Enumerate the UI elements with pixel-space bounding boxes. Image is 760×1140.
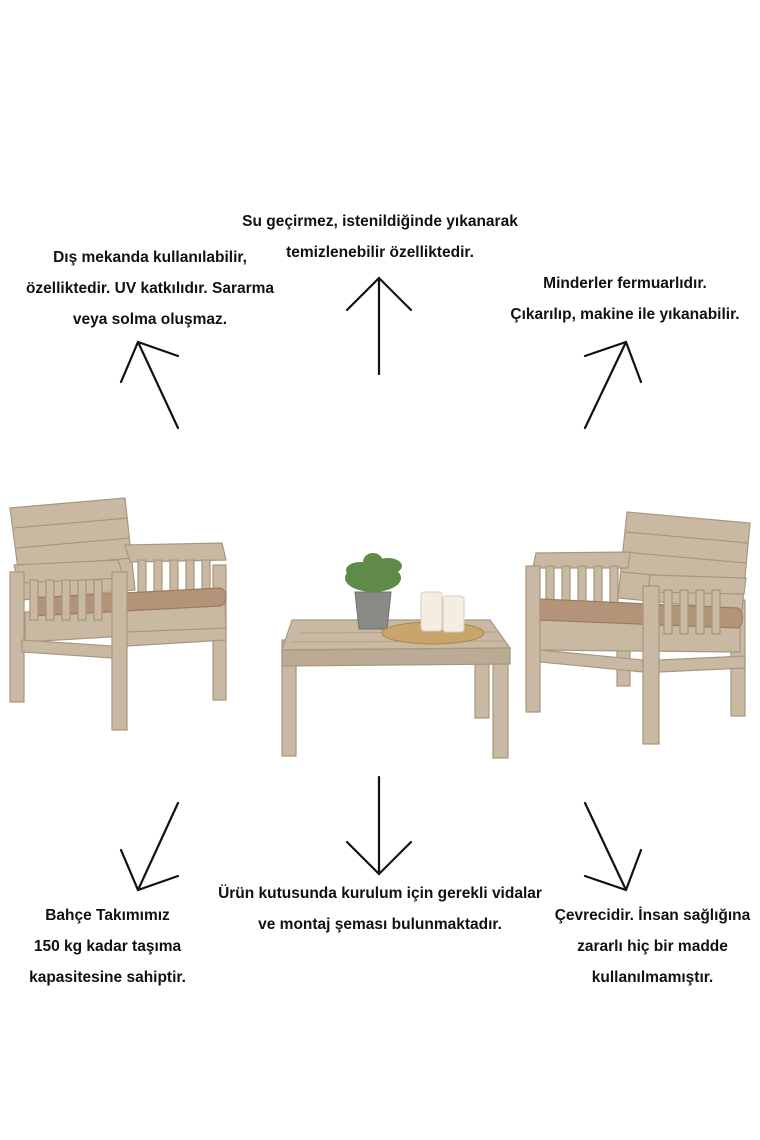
- left-armchair: [10, 498, 226, 730]
- plant-pot: [345, 553, 402, 629]
- caption-line: Dış mekanda kullanılabilir,: [53, 249, 247, 266]
- caption-line: özelliktedir. UV katkılıdır. Sararma: [25, 280, 275, 297]
- caption-line: Minderler fermuarlıdır.: [543, 275, 707, 292]
- caption-line: kapasitesine sahiptir.: [29, 969, 186, 986]
- caption-line: Çevrecidir. İnsan sağlığına: [554, 907, 751, 924]
- caption-line: Bahçe Takımımız: [45, 907, 170, 924]
- caption-line: Çıkarılıp, makine ile yıkanabilir.: [510, 306, 740, 323]
- caption-line: Ürün kutusunda kurulum için gerekli vidalar: [218, 885, 542, 902]
- caption-line: zararlı hiç bir madde: [577, 938, 728, 955]
- caption-line: veya solma oluşmaz.: [72, 311, 228, 328]
- caption-line: temizlenebilir özelliktedir.: [286, 244, 474, 261]
- caption-line: kullanılmamıştır.: [591, 969, 714, 986]
- caption-line: 150 kg kadar taşıma: [33, 938, 182, 955]
- candles: [421, 592, 464, 632]
- caption-line: Su geçirmez, istenildiğinde yıkanarak: [242, 213, 518, 230]
- right-armchair: [526, 512, 750, 744]
- caption-line: ve montaj şeması bulunmaktadır.: [258, 916, 502, 933]
